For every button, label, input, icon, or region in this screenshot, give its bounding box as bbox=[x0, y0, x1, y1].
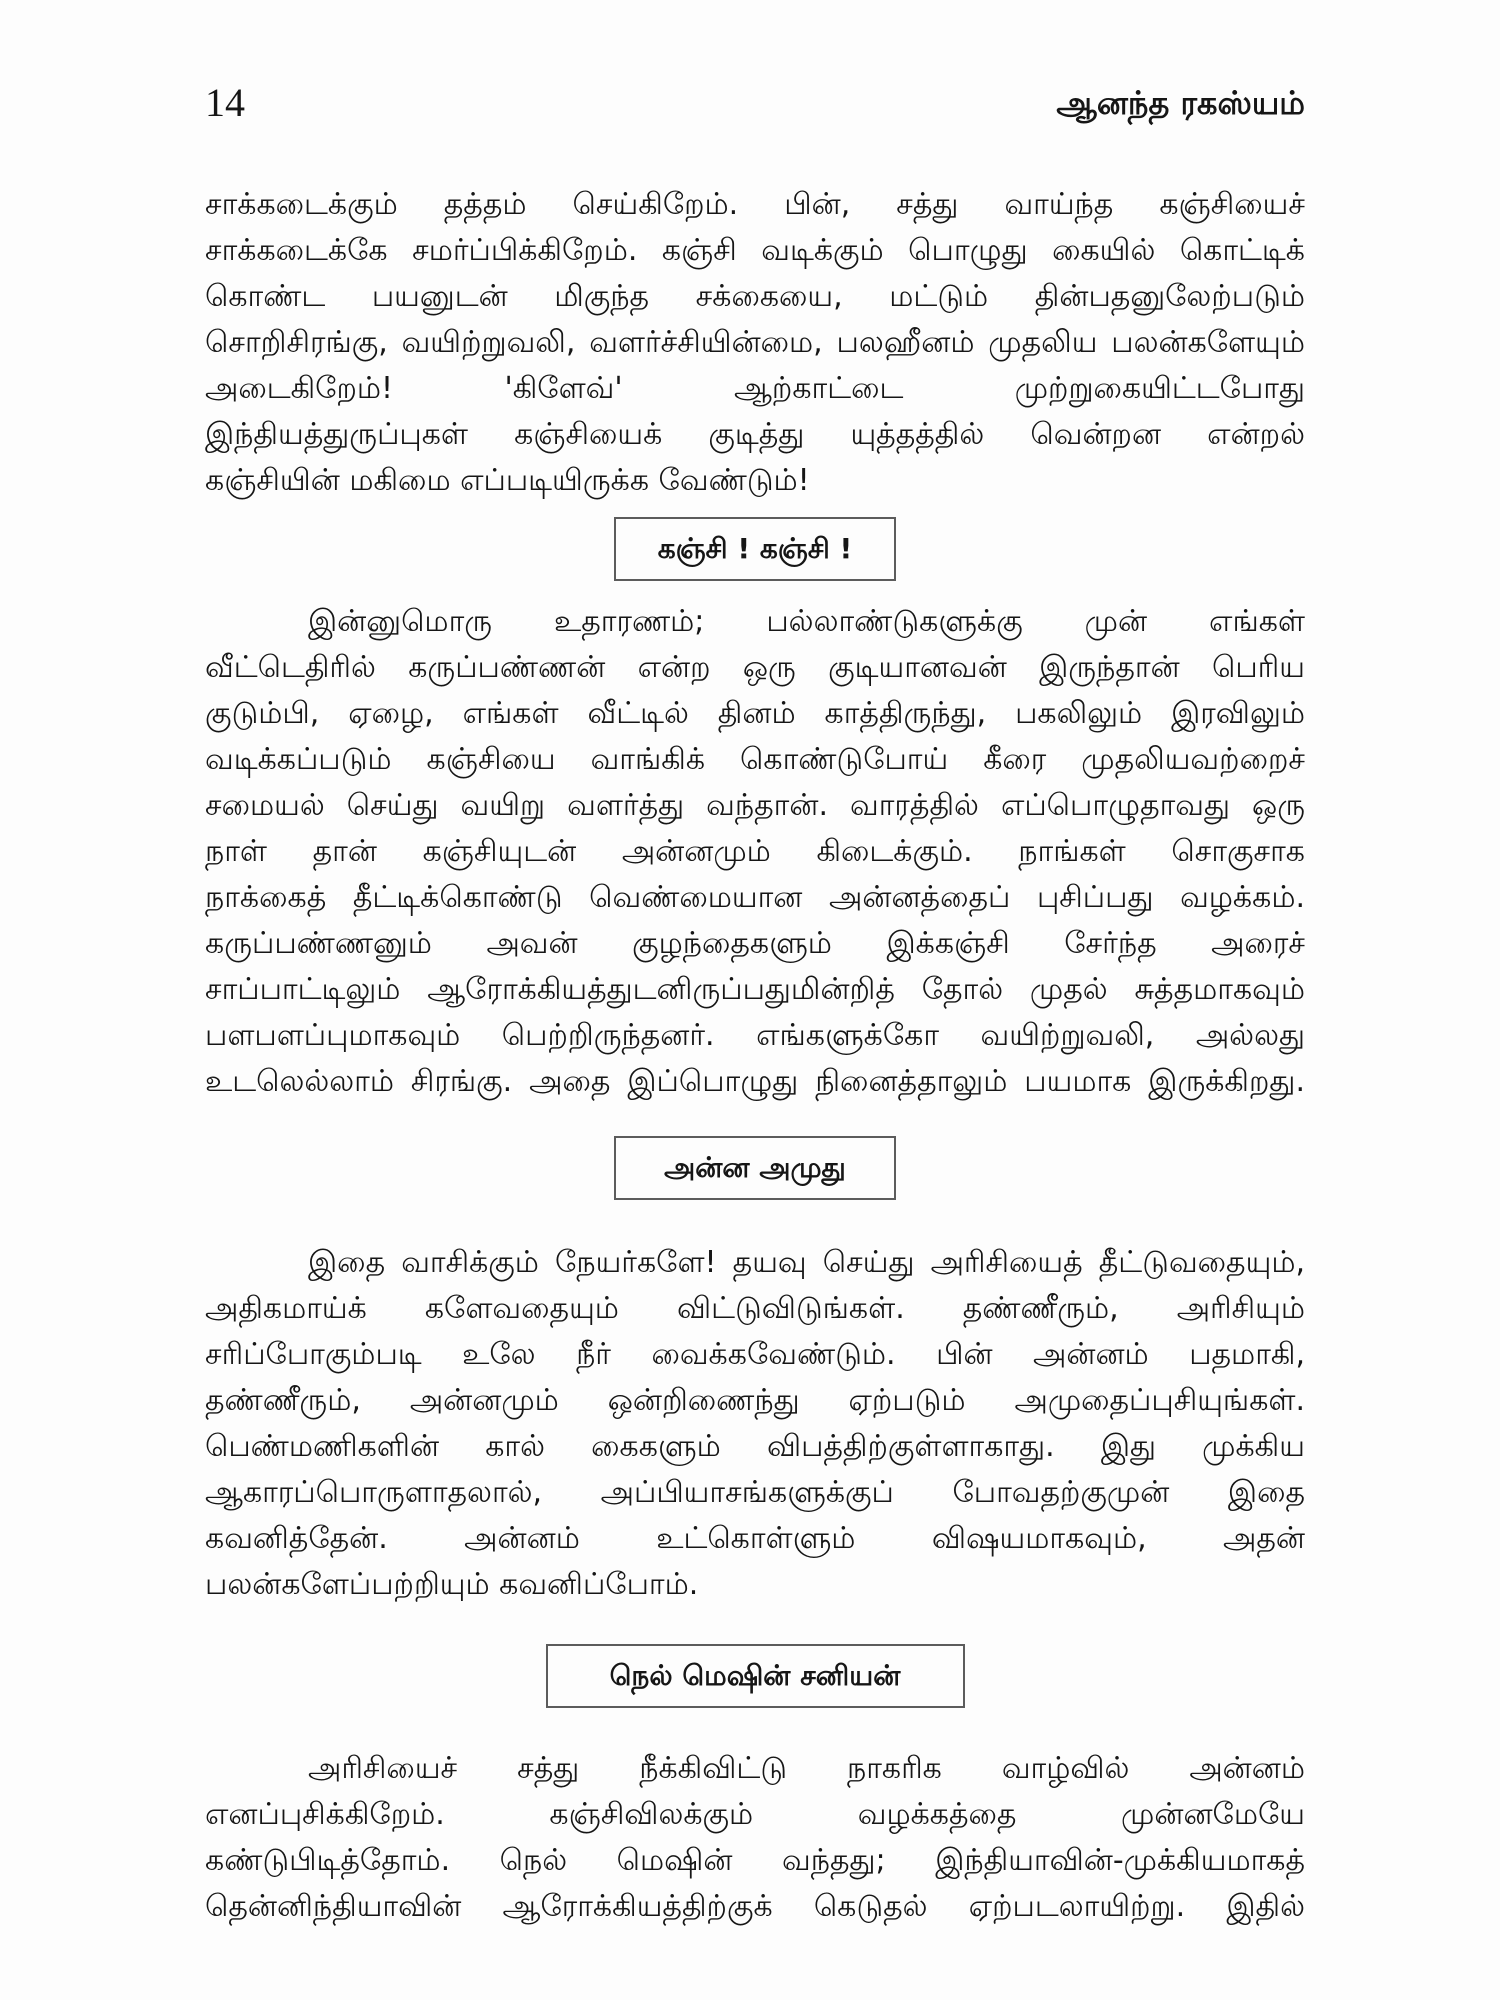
section-1-paragraph bbox=[205, 599, 1305, 1105]
section-heading-wrap bbox=[205, 517, 1305, 581]
text-line: இந்தியத்துருப்புகள் கஞ்சியைக் குடித்து யுத்தத்தில் வென்றன என்றல் bbox=[205, 417, 1305, 452]
text-line: கண்டுபிடித்தோம். நெல் மெஷின் வந்தது; இந்தியாவின்-முக்கியமாகத் bbox=[205, 1843, 1305, 1878]
text-line: ஆகாரப்பொருளாதலால், அப்பியாசங்களுக்குப் போவதற்குமுன் இதை bbox=[205, 1475, 1305, 1510]
section-3-paragraph bbox=[205, 1746, 1305, 1930]
text-line: இதை வாசிக்கும் நேயர்களே! தயவு செய்து அரிசியைத் தீட்டுவதையும், bbox=[308, 1245, 1305, 1280]
text-line: பெண்மணிகளின் கால் கைகளும் விபத்திற்குள்ளாகாது. இது முக்கிய bbox=[205, 1429, 1305, 1464]
text-line: சாக்கடைக்கே சமர்ப்பிக்கிறேம். கஞ்சி வடிக்கும் பொழுது கையில் கொட்டிக் bbox=[205, 233, 1305, 268]
text-line: எனப்புசிக்கிறேம். கஞ்சிவிலக்கும் வழக்கத்தை முன்னமேயே bbox=[205, 1797, 1305, 1832]
text-line: பலன்களேப்பற்றியும் கவனிப்போம். bbox=[205, 1567, 699, 1602]
section-heading: நெல் மெஷின் சனியன் bbox=[546, 1644, 965, 1708]
text-line: நாக்கைத் தீட்டிக்கொண்டு வெண்மையான அன்னத்தைப் புசிப்பது வழக்கம். bbox=[205, 880, 1305, 915]
text-line: வடிக்கப்படும் கஞ்சியை வாங்கிக் கொண்டுபோய் கீரை முதலியவற்றைச் bbox=[205, 742, 1305, 777]
text-line: இன்னுமொரு உதாரணம்; பல்லாண்டுகளுக்கு முன் எங்கள் bbox=[308, 604, 1305, 639]
text-line: குடும்பி, ஏழை, எங்கள் வீட்டில் தினம் காத்திருந்து, பகலிலும் இரவிலும் bbox=[205, 696, 1305, 731]
text-line: தென்னிந்தியாவின் ஆரோக்கியத்திற்குக் கெடுதல் ஏற்படலாயிற்று. இதில் bbox=[205, 1889, 1305, 1924]
text-line: கருப்பண்ணனும் அவன் குழந்தைகளும் இக்கஞ்சி சேர்ந்த அரைச் bbox=[205, 926, 1305, 961]
section-heading-wrap bbox=[205, 1644, 1305, 1708]
text-line: அரிசியைச் சத்து நீக்கிவிட்டு நாகரிக வாழ்வில் அன்னம் bbox=[308, 1751, 1305, 1786]
text-line: நாள் தான் கஞ்சியுடன் அன்னமும் கிடைக்கும். நாங்கள் சொகுசாக bbox=[205, 834, 1305, 869]
running-title: ஆனந்த ரகஸ்யம் bbox=[1056, 84, 1305, 122]
section-heading: அன்ன அமுது bbox=[614, 1136, 896, 1200]
text-line: வீட்டெதிரில் கருப்பண்ணன் என்ற ஒரு குடியானவன் இருந்தான் பெரிய bbox=[205, 650, 1305, 685]
text-line: அதிகமாய்க் களேவதையும் விட்டுவிடுங்கள். தண்ணீரும், அரிசியும் bbox=[205, 1291, 1305, 1326]
text-line: கொண்ட பயனுடன் மிகுந்த சக்கையை, மட்டும் தின்பதனுலேற்படும் bbox=[205, 279, 1305, 314]
text-line: கஞ்சியின் மகிமை எப்படியிருக்க வேண்டும்! bbox=[205, 463, 810, 498]
text-line: பளபளப்புமாகவும் பெற்றிருந்தனர். எங்களுக்கோ வயிற்றுவலி, அல்லது bbox=[205, 1018, 1305, 1053]
page-header bbox=[205, 78, 1305, 128]
text-line: சொறிசிரங்கு, வயிற்றுவலி, வளர்ச்சியின்மை, பலஹீனம் முதலிய பலன்களேயும் bbox=[205, 325, 1305, 360]
section-heading-wrap bbox=[205, 1136, 1305, 1200]
page-number: 14 bbox=[205, 80, 245, 125]
text-line: சாப்பாட்டிலும் ஆரோக்கியத்துடனிருப்பதுமின்றித் தோல் முதல் சுத்தமாகவும் bbox=[205, 972, 1305, 1007]
intro-paragraph bbox=[205, 182, 1305, 504]
text-line: தண்ணீரும், அன்னமும் ஒன்றிணைந்து ஏற்படும் அமுதைப்புசியுங்கள். bbox=[205, 1383, 1305, 1418]
text-line: சமையல் செய்து வயிறு வளர்த்து வந்தான். வாரத்தில் எப்பொழுதாவது ஒரு bbox=[205, 788, 1305, 823]
text-line: சரிப்போகும்படி உலே நீர் வைக்கவேண்டும். பின் அன்னம் பதமாகி, bbox=[205, 1337, 1305, 1372]
text-line: அடைகிறேம்! 'கிளேவ்' ஆற்காட்டை முற்றுகையிட்டபோது bbox=[205, 371, 1305, 406]
text-line: உடலெல்லாம் சிரங்கு. அதை இப்பொழுது நினைத்தாலும் பயமாக இருக்கிறது. bbox=[205, 1064, 1305, 1099]
section-2-paragraph bbox=[205, 1240, 1305, 1608]
text-line: சாக்கடைக்கும் தத்தம் செய்கிறேம். பின், சத்து வாய்ந்த கஞ்சியைச் bbox=[205, 187, 1305, 222]
text-line: கவனித்தேன். அன்னம் உட்கொள்ளும் விஷயமாகவும், அதன் bbox=[205, 1521, 1305, 1556]
section-heading: கஞ்சி ! கஞ்சி ! bbox=[614, 517, 896, 581]
